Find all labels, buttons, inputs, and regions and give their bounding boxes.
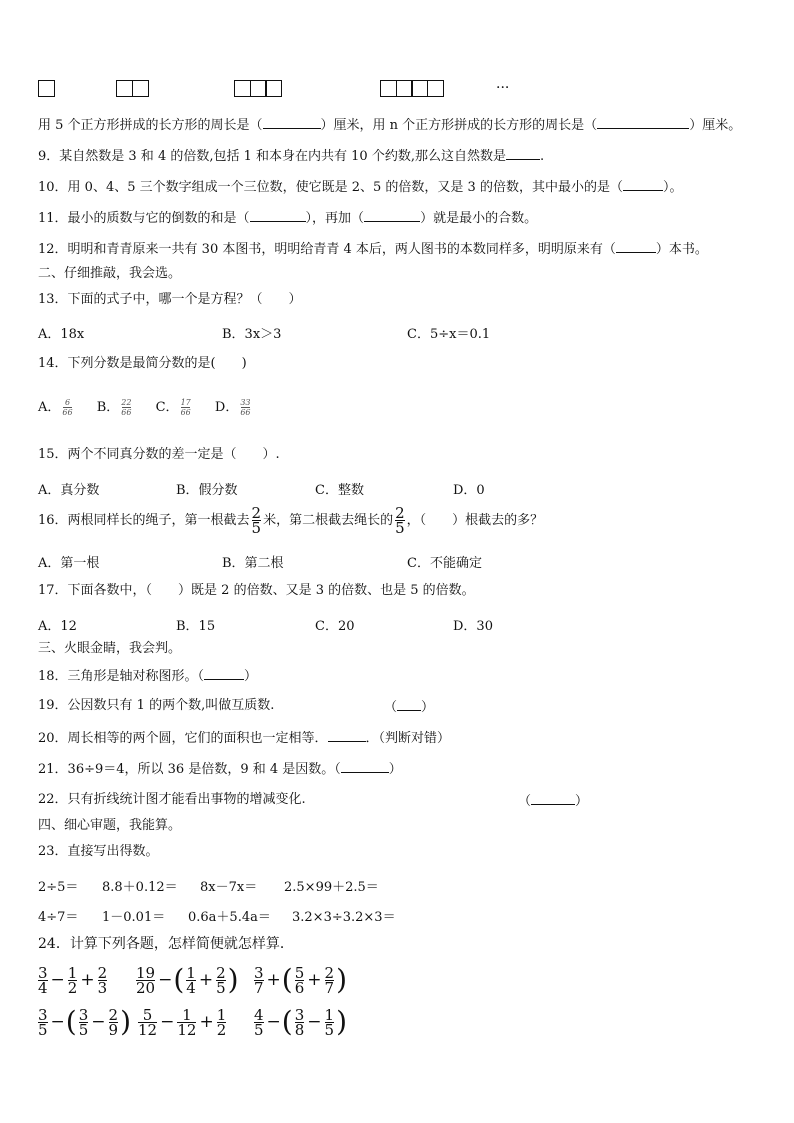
question-11 — [38, 209, 537, 227]
q24-expression-1: $\frac{3}{4}$ − $\frac{1}{2}$ + $\frac{2}{3}$ — [38, 963, 108, 997]
q23-item: 3.2×3÷3.2×3＝ — [292, 910, 396, 925]
square-figure-3 — [234, 80, 281, 100]
square — [427, 80, 444, 97]
question-22 — [38, 792, 306, 808]
section-3-heading: 三、火眼金睛，我会判。 — [38, 641, 182, 656]
q16-option-b[interactable]: B．第二根 — [222, 556, 284, 571]
q13-option-a[interactable]: A．18x — [38, 327, 85, 342]
q15-option-d[interactable]: D．0 — [453, 483, 485, 498]
answer-blank[interactable] — [506, 147, 540, 160]
question-21 — [38, 760, 402, 778]
answer-blank[interactable] — [204, 667, 244, 680]
q11-text-a: 11．最小的质数与它的倒数的和是（ — [38, 211, 250, 226]
question-14-stem: 14．下列分数是最简分数的是( ) — [38, 356, 247, 371]
ellipsis: ··· — [496, 80, 510, 96]
answer-blank[interactable] — [263, 116, 321, 129]
fraction: $\frac{6}{66}$ — [62, 398, 73, 417]
q14-option-c[interactable]: C． $\frac{17}{66}$ — [155, 398, 191, 417]
q10-text: 10．用 0、4、5 三个数字组成一个三位数，使它既是 2、5 的倍数，又是 3 的倍数，其中最小的是（ — [38, 180, 623, 195]
q23-item: 8x－7x＝ — [200, 880, 258, 895]
q24-expression-3: $\frac{3}{7}$ +( $\frac{5}{6}$ + $\frac{2}{7}$ ) — [254, 963, 348, 997]
q23-item: 2.5×99＋2.5＝ — [284, 880, 379, 895]
q18-text: 18．三角形是轴对称图形。（ — [38, 669, 205, 684]
square — [396, 80, 413, 97]
q23-item: 0.6a＋5.4a＝ — [188, 910, 271, 925]
q16-text-b: 米，第二根截去绳长的 — [263, 513, 394, 528]
q17-option-b[interactable]: B．15 — [176, 619, 216, 634]
q13-option-c[interactable]: C．5÷x＝0.1 — [407, 327, 491, 342]
fraction: $\frac{22}{66}$ — [121, 398, 132, 417]
square-figure-2 — [116, 80, 147, 100]
q24-expression-5: $\frac{5}{12}$ − $\frac{1}{12}$ + $\frac{1}{2}$ — [138, 1005, 227, 1039]
q8-text-c: ）厘米。 — [689, 118, 742, 133]
q11-text-c: ）就是最小的合数。 — [420, 211, 538, 226]
q16-text-a: 16．两根同样长的绳子，第一根截去 — [38, 513, 250, 528]
square-figure-1 — [38, 80, 54, 100]
square — [116, 80, 133, 97]
q9-text: 9．某自然数是 3 和 4 的倍数,包括 1 和本身在内共有 10 个约数,那么这自然数是 — [38, 149, 506, 164]
question-8 — [38, 116, 741, 134]
square — [132, 80, 149, 97]
question-12 — [38, 240, 708, 258]
answer-blank[interactable] — [328, 729, 366, 742]
question-15-stem: 15．两个不同真分数的差一定是（ ）. — [38, 447, 280, 462]
q19-answer: （ ） — [384, 700, 435, 715]
q8-text-b: ）厘米，用 n 个正方形拼成的长方形的周长是（ — [320, 118, 598, 133]
q18-text-b: ） — [244, 669, 258, 684]
question-19 — [38, 698, 274, 714]
q23-item: 2÷5＝ — [38, 880, 79, 895]
q24-expression-6: $\frac{4}{5}$ −( $\frac{3}{8}$ − $\frac{1}{5}$ ) — [254, 1005, 348, 1039]
answer-blank[interactable] — [616, 240, 656, 253]
q14-option-a[interactable]: A． $\frac{6}{66}$ — [38, 398, 73, 417]
square — [380, 80, 397, 97]
question-18 — [38, 667, 257, 685]
answer-blank[interactable] — [597, 116, 689, 129]
question-20 — [38, 729, 450, 747]
square — [38, 80, 55, 97]
fraction: $\frac{17}{66}$ — [180, 398, 191, 417]
q15-option-c[interactable]: C．整数 — [315, 483, 364, 498]
answer-blank[interactable] — [250, 209, 306, 222]
square — [234, 80, 251, 97]
question-16-stem — [38, 503, 543, 539]
q14-option-b[interactable]: B． $\frac{22}{66}$ — [96, 398, 132, 417]
square — [250, 80, 267, 97]
question-9 — [38, 147, 544, 165]
q23-item: 8.8＋0.12＝ — [102, 880, 178, 895]
q10-text-b: ）。 — [662, 180, 683, 195]
square — [411, 80, 428, 97]
fraction: $\frac{2}{5}$ — [251, 504, 262, 537]
answer-blank[interactable] — [341, 760, 389, 773]
q11-text-b: ），再加（ — [305, 211, 365, 226]
fraction: $\frac{2}{5}$ — [395, 504, 405, 537]
square — [265, 80, 282, 97]
q22-answer: （ ） — [518, 794, 589, 809]
q17-option-a[interactable]: A．12 — [38, 619, 77, 634]
answer-blank[interactable] — [623, 178, 663, 191]
question-13-stem: 13．下面的式子中，哪一个是方程？（ ） — [38, 292, 302, 307]
q14-option-d[interactable]: D． $\frac{33}{66}$ — [214, 398, 251, 417]
q17-option-d[interactable]: D．30 — [453, 619, 493, 634]
section-4-heading: 四、细心审题，我能算。 — [38, 818, 182, 833]
q13-option-b[interactable]: B．3x＞3 — [222, 327, 282, 342]
q16-text-c: ，（ ）根截去的多？ — [406, 513, 544, 528]
q9-text-b: . — [539, 149, 545, 164]
question-10 — [38, 178, 682, 196]
q12-text: 12．明明和青青原来一共有 30 本图书，明明给青青 4 本后，两人图书的本数同样多，明明原来有（ — [38, 242, 616, 257]
question-23-stem: 23．直接写出得数。 — [38, 844, 159, 859]
q15-option-a[interactable]: A．真分数 — [38, 483, 100, 498]
q21-text-b: ） — [388, 762, 402, 777]
q17-option-c[interactable]: C．20 — [315, 619, 355, 634]
answer-blank[interactable] — [397, 698, 421, 711]
q14-options — [38, 396, 253, 417]
square-figure-4 — [380, 80, 442, 100]
section-2-heading: 二、仔细推敲，我会选。 — [38, 266, 182, 281]
q23-item: 4÷7＝ — [38, 910, 79, 925]
q20-text-b: ．（判断对错） — [365, 731, 451, 746]
answer-blank[interactable] — [364, 209, 420, 222]
q8-text-a: 用 5 个正方形拼成的长方形的周长是（ — [38, 118, 263, 133]
q19-text: 19．公因数只有 1 的两个数,叫做互质数. — [38, 698, 275, 713]
question-24-stem: 24．计算下列各题，怎样简便就怎样算． — [38, 936, 294, 952]
question-17-stem: 17．下面各数中，（ ）既是 2 的倍数、又是 3 的倍数、也是 5 的倍数。 — [38, 583, 475, 598]
q20-text: 20．周长相等的两个圆，它们的面积也一定相等． — [38, 731, 328, 746]
answer-blank[interactable] — [531, 792, 575, 805]
q16-option-c[interactable]: C．不能确定 — [407, 556, 482, 571]
q24-expression-2: $\frac{19}{20}$ −( $\frac{1}{4}$ + $\frac{2}{5}$ ) — [136, 963, 239, 997]
q23-item: 1－0.01＝ — [102, 910, 166, 925]
q12-text-b: ）本书。 — [655, 242, 708, 257]
q16-option-a[interactable]: A．第一根 — [38, 556, 100, 571]
q21-text: 21．36÷9＝4，所以 36 是倍数，9 和 4 是因数。（ — [38, 762, 341, 777]
q22-text: 22．只有折线统计图才能看出事物的增减变化. — [38, 792, 306, 807]
q15-option-b[interactable]: B．假分数 — [176, 483, 238, 498]
q24-expression-4: $\frac{3}{5}$ −( $\frac{3}{5}$ − $\frac{2}{9}$ ) — [38, 1005, 132, 1039]
fraction: $\frac{33}{66}$ — [240, 398, 251, 417]
